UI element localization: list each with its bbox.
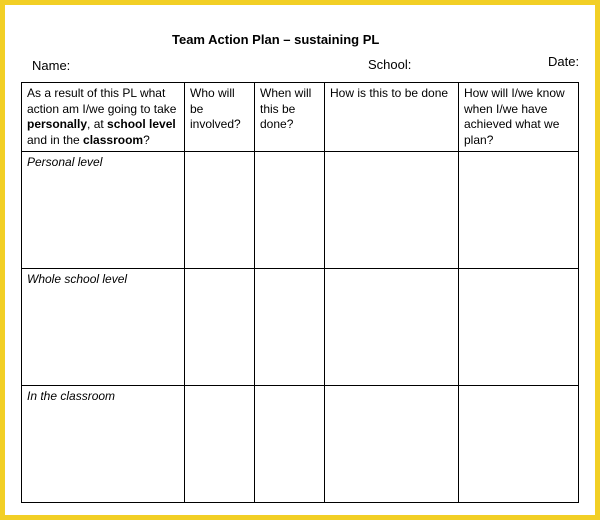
school-label: School: <box>368 57 412 72</box>
date-label: Date: <box>548 54 580 69</box>
row-label-classroom: In the classroom <box>22 386 185 503</box>
row-label-whole-school: Whole school level <box>22 269 185 386</box>
table-row-whole-school <box>22 269 579 386</box>
header-action-text-1: As a result of this PL what action am I/we going to take <box>27 86 177 116</box>
cell-school-who[interactable] <box>185 269 255 386</box>
cell-classroom-how[interactable] <box>325 386 459 503</box>
cell-classroom-when[interactable] <box>255 386 325 503</box>
cell-personal-achieved[interactable] <box>459 152 579 269</box>
table-row-classroom <box>22 386 579 503</box>
header-action-bold-classroom: classroom <box>83 132 144 147</box>
header-who: Who will be involved? <box>185 83 255 152</box>
name-label: Name: <box>32 58 71 73</box>
cell-classroom-who[interactable] <box>185 386 255 503</box>
cell-classroom-achieved[interactable] <box>459 386 579 503</box>
cell-school-how[interactable] <box>325 269 459 386</box>
cell-school-achieved[interactable] <box>459 269 579 386</box>
action-plan-table <box>21 82 579 503</box>
table-header-row <box>22 83 579 152</box>
header-how: How is this to be done <box>325 83 459 152</box>
cell-school-when[interactable] <box>255 269 325 386</box>
header-action-bold-personally: personally <box>27 117 88 131</box>
cell-personal-how[interactable] <box>325 152 459 269</box>
cell-personal-when[interactable] <box>255 152 325 269</box>
header-action-text-2: , at <box>87 117 108 131</box>
header-action-bold-school-level: school level <box>107 117 176 131</box>
header-action <box>22 83 185 152</box>
form-title: Team Action Plan – sustaining PL <box>172 32 380 47</box>
row-label-personal: Personal level <box>22 152 185 269</box>
header-when: When will this be done? <box>255 83 325 152</box>
header-achieved: How will I/we know when I/we have achieved what we plan? <box>459 83 579 152</box>
cell-personal-who[interactable] <box>185 152 255 269</box>
header-action-text-4: ? <box>143 132 150 147</box>
header-action-text-3: and in the <box>27 132 84 147</box>
table-row-personal <box>22 152 579 269</box>
